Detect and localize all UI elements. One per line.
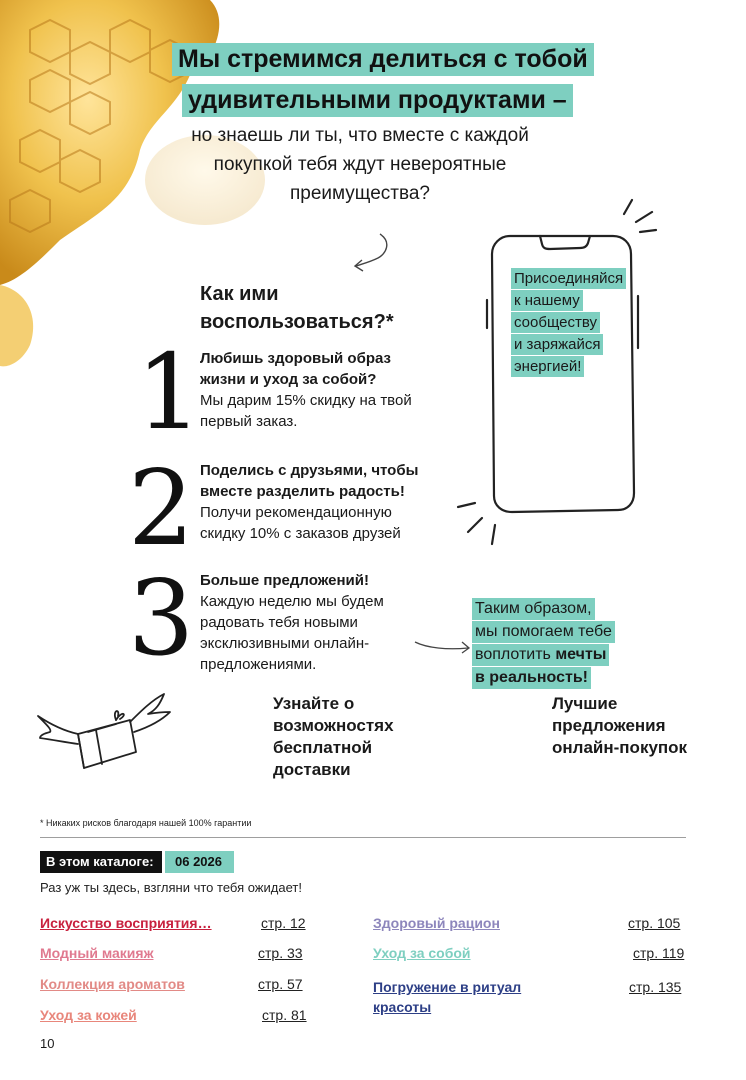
catalog-subtitle: Раз уж ты здесь, взгляни что тебя ожидает!: [40, 880, 302, 895]
toc-link[interactable]: Коллекция ароматов: [40, 976, 185, 992]
catalog-date: 06 2026: [165, 851, 234, 873]
step-3-text: Каждую неделю мы будем радовать тебя новыми эксклюзивными онлайн-предложениями.: [200, 593, 384, 673]
summary-line-3: [472, 644, 609, 666]
step-number-3: 3: [128, 557, 195, 679]
toc-link[interactable]: Искусство восприятия…: [40, 915, 212, 931]
toc-page[interactable]: стр. 119: [633, 945, 685, 961]
step-3: [200, 570, 410, 675]
toc-page[interactable]: стр. 135: [629, 979, 682, 995]
phone-message-line: и заряжайся: [511, 334, 603, 355]
step-number-2: 2: [128, 447, 195, 569]
step-2-text: Получи рекомендационную скидку 10% с заказов друзей: [200, 504, 401, 542]
step-1: [200, 348, 440, 432]
curved-arrow-icon: [350, 232, 410, 280]
toc-link[interactable]: Погружение в ритуал красоты: [373, 979, 522, 1015]
how-to-heading: Как ими воспользоваться?*: [200, 283, 394, 333]
step-1-text: Мы дарим 15% скидку на твой первый заказ.: [200, 392, 412, 430]
step-2-title: Поделись с друзьями, чтобы вместе разделить радость!: [200, 462, 419, 500]
intro-text: но знаешь ли ты, что вместе с каждой покупкой тебя ждут невероятные преимущества?: [191, 125, 529, 204]
headline-line-1: Мы стремимся делиться с тобой: [172, 43, 594, 76]
toc-link[interactable]: Здоровый рацион: [373, 915, 500, 931]
summary-line-1: Таким образом,: [472, 598, 595, 620]
step-3-title: Больше предложений!: [200, 572, 369, 589]
toc-page[interactable]: стр. 81: [262, 1007, 307, 1023]
free-delivery-link[interactable]: Узнайте о возможностях бесплатной доставки: [273, 694, 394, 779]
summary-line-3-bold: мечты: [555, 646, 607, 663]
phone-message-line: к нашему: [511, 290, 583, 311]
summary-line-3-start: воплотить: [475, 646, 556, 663]
footnote: * Никаких рисков благодаря нашей 100% гарантии: [40, 818, 252, 828]
toc-link[interactable]: Уход за собой: [373, 945, 471, 961]
toc-page[interactable]: стр. 105: [628, 915, 681, 931]
page-number: 10: [40, 1036, 55, 1051]
best-offers-link[interactable]: Лучшие предложения онлайн-покупок: [552, 694, 688, 757]
toc-page[interactable]: стр. 12: [261, 915, 306, 931]
phone-message-line: сообществу: [511, 312, 600, 333]
summary-line-4: в реальность!: [472, 667, 591, 689]
headline-second-row: [182, 84, 573, 117]
phone-message-line: Присоединяйся: [511, 268, 626, 289]
winged-gift-icon: [30, 690, 180, 790]
step-2: [200, 460, 430, 544]
toc-link[interactable]: Уход за кожей: [40, 1007, 137, 1023]
summary-line-2: мы помогаем тебе: [472, 621, 615, 643]
divider: [40, 837, 686, 838]
headline-line-2: удивительными продуктами –: [182, 84, 573, 117]
step-1-title: Любишь здоровый образ жизни и уход за собой?: [200, 350, 391, 388]
toc-page[interactable]: стр. 33: [258, 945, 303, 961]
headline: [172, 43, 594, 76]
phone-message: [511, 268, 631, 378]
arrow-right-icon: [412, 630, 474, 660]
summary-text: [472, 598, 642, 690]
catalog-label: В этом каталоге:: [40, 851, 162, 873]
step-number-1: 1: [136, 331, 203, 453]
toc-page[interactable]: стр. 57: [258, 976, 303, 992]
phone-message-line: энергией!: [511, 356, 584, 377]
toc-link[interactable]: Модный макияж: [40, 945, 154, 961]
